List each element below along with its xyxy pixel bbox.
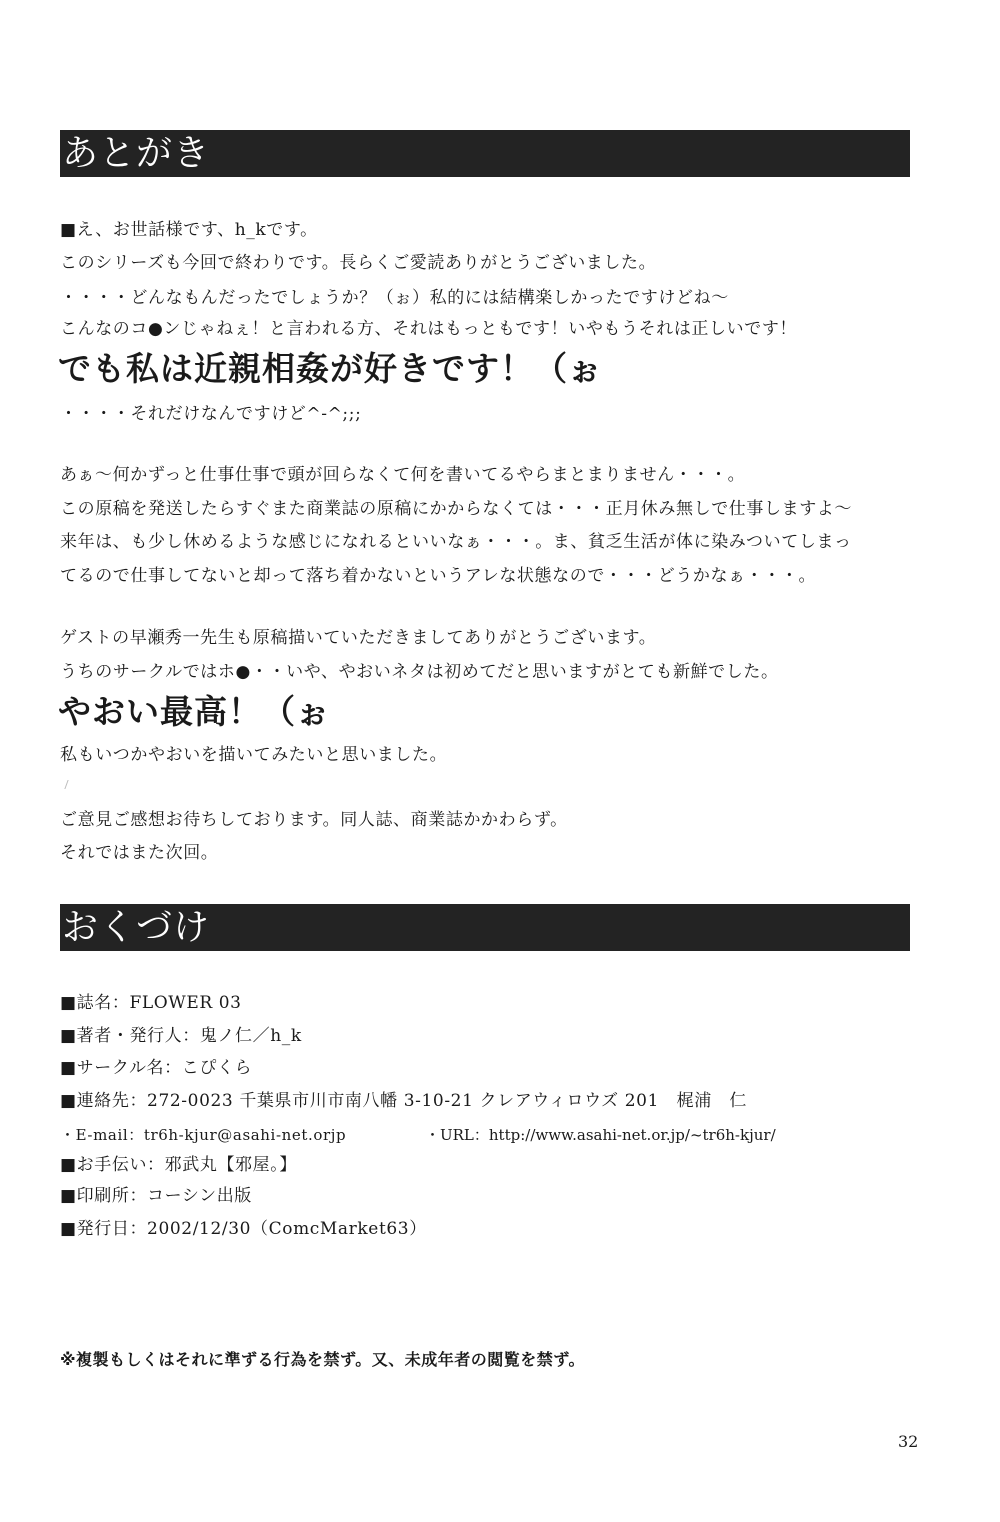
afterword-line-1: ■え、お世話様です、h_kです。 (60, 220, 318, 240)
colophon-heading: おくづけ (60, 904, 910, 951)
page-number: 32 (898, 1432, 919, 1451)
afterword-line-13: ご意見ご感想お待ちしております。同人誌、商業誌かかわらず。 (60, 810, 568, 830)
afterword-line-11: うちのサークルではホ●・・いや、やおいネタは初めてだと思いますがとても新鮮でした。 (60, 662, 779, 682)
afterword-line-10: ゲストの早瀬秀一先生も原稿描いていただきましてありがとうございます。 (60, 628, 657, 648)
scan-speck (64, 780, 73, 789)
afterword-line-3: ・・・・どんなもんだったでしょうか？（ぉ）私的には結構楽しかったですけどね～ (60, 288, 729, 308)
colophon-email: ・E-mail：tr6h-kjur@asahi-net.orjp (60, 1126, 347, 1144)
colophon-url: ・URL：http://www.asahi-net.or.jp/~tr6h-kjur/ (425, 1126, 776, 1144)
copyright-notice: ※複製もしくはそれに準ずる行為を禁ず。又、未成年者の閲覧を禁ず。 (60, 1350, 585, 1369)
colophon-title: ■誌名：FLOWER 03 (60, 993, 242, 1013)
afterword-line-12: 私もいつかやおいを描いてみたいと思いました。 (60, 745, 448, 765)
afterword-line-7: この原稿を発送したらすぐまた商業誌の原稿にかからなくては・・・正月休み無しで仕事しますよ～ (60, 499, 852, 519)
afterword-emphasis-1: でも私は近親相姦が好きです！（ぉ (58, 349, 602, 388)
afterword-line-4: こんなのコ●ンじゃねぇ！と言われる方、それはもっともです！いやもうそれは正しいです！ (60, 319, 798, 339)
afterword-line-8: 来年は、も少し休めるような感じになれるといいなぁ・・・。ま、貧乏生活が体に染みついてしまっ (60, 532, 852, 552)
colophon-circle: ■サークル名：こぴくら (60, 1058, 253, 1078)
colophon-printer: ■印刷所：コーシン出版 (60, 1186, 252, 1206)
afterword-emphasis-2: やおい最高！（ぉ (58, 692, 330, 731)
afterword-line-14: それではまた次回。 (60, 843, 219, 863)
colophon-date: ■発行日：2002/12/30（ComcMarket63） (60, 1219, 427, 1239)
afterword-heading: あとがき (60, 130, 910, 177)
afterword-line-5: ・・・・それだけなんですけど^-^;;; (60, 404, 362, 424)
colophon-contact: ■連絡先：272-0023 千葉県市川市南八幡 3-10-21 クレアウィロウズ 201 梶浦 仁 (60, 1091, 748, 1111)
colophon-author: ■著者・発行人：鬼ノ仁／h_k (60, 1026, 302, 1046)
afterword-line-6: あぁ～何かずっと仕事仕事で頭が回らなくて何を書いてるやらまとまりません・・・。 (60, 465, 746, 485)
afterword-line-9: てるので仕事してないと却って落ち着かないというアレな状態なので・・・どうかなぁ・・・。 (60, 566, 817, 586)
afterword-line-2: このシリーズも今回で終わりです。長らくご愛読ありがとうございました。 (60, 253, 657, 273)
colophon-helper: ■お手伝い：邪武丸【邪屋。】 (60, 1155, 297, 1175)
